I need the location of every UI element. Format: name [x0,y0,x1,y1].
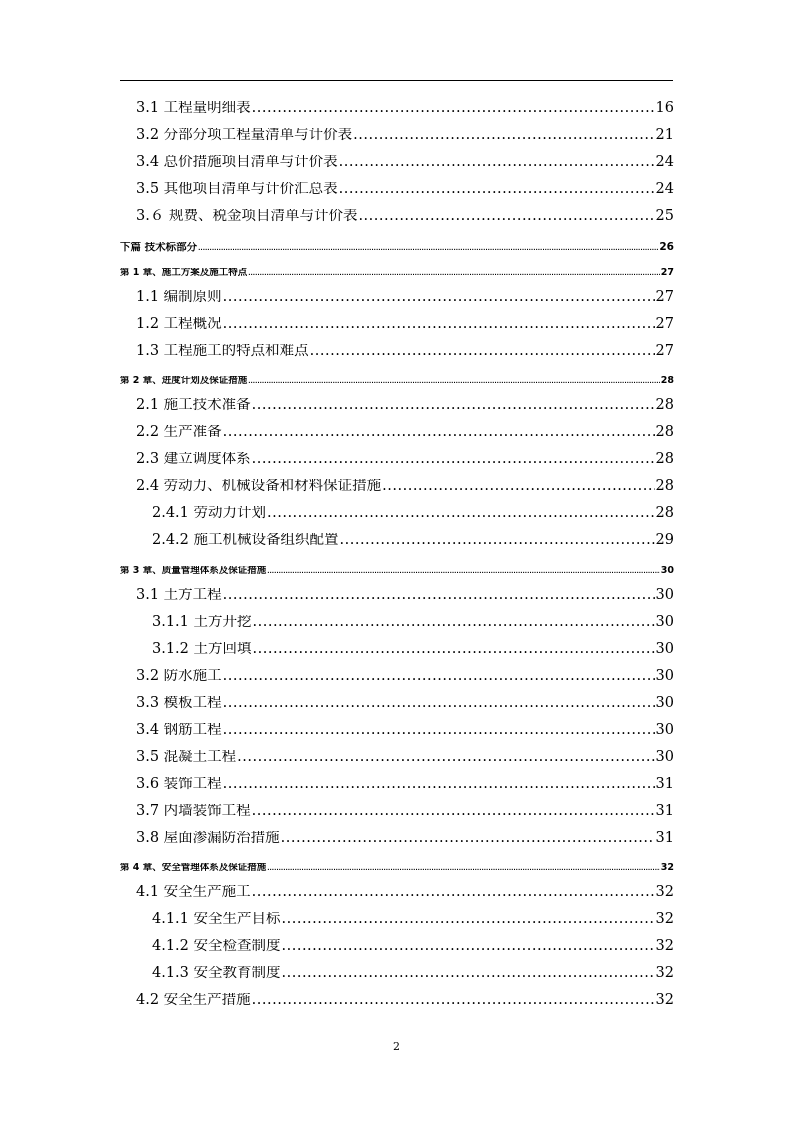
toc-entry-label: 2.4.1 劳动力计划 [152,506,267,521]
toc-entry[interactable] [152,966,674,981]
toc-dot-leader [282,966,655,981]
toc-entry-label: 第 2 章、进度计划及保证措施 [120,376,248,386]
toc-entry[interactable] [136,155,674,170]
toc-page-number: 32 [655,939,674,954]
toc-entry-label: 4.1.1 安全生产目标 [152,912,281,927]
toc-dot-leader [223,723,655,738]
toc-entry-label: 3.2 防水施工 [136,669,222,684]
toc-entry-label: 2.3 建立调度体系 [136,452,251,467]
toc-page-number: 30 [655,642,674,657]
toc-entry[interactable] [120,376,674,386]
toc-dot-leader [248,376,660,386]
toc-dot-leader [340,533,655,548]
toc-page-number: 28 [660,376,674,386]
toc-dot-leader [282,939,655,954]
toc-dot-leader [310,344,655,359]
toc-dot-leader [353,128,654,143]
toc-entry[interactable] [136,209,674,224]
toc-page-number: 24 [655,182,674,197]
toc-page-number: 28 [655,425,674,440]
toc-dot-leader [382,479,654,494]
toc-dot-leader [223,290,655,305]
toc-entry[interactable] [152,506,674,521]
toc-entry[interactable] [136,317,674,332]
toc-page-number: 21 [655,128,674,143]
toc-entry-label: 3.６ 规费、税金项目清单与计价表 [136,209,358,224]
toc-entry[interactable] [136,696,674,711]
toc-entry[interactable] [136,993,674,1008]
toc-entry-label: 3.1 土方工程 [136,588,222,603]
toc-entry[interactable] [136,804,674,819]
toc-entry[interactable] [136,777,674,792]
toc-entry[interactable] [152,939,674,954]
toc-entry[interactable] [136,723,674,738]
toc-entry-label: 1.2 工程概况 [136,317,222,332]
toc-entry-label: 3.1 工程量明细表 [136,101,251,116]
toc-entry-label: 3.1.2 土方回填 [152,642,252,657]
toc-entry[interactable] [120,566,674,576]
toc-dot-leader [252,101,655,116]
toc-entry-label: 3.5 其他项目清单与计价汇总表 [136,182,338,197]
toc-entry[interactable] [136,398,674,413]
toc-page-number: 27 [655,290,674,305]
toc-entry[interactable] [120,863,674,873]
toc-page-number: 30 [655,723,674,738]
toc-entry[interactable] [136,344,674,359]
toc-entry-label: 3.3 模板工程 [136,696,222,711]
toc-page-number: 31 [655,804,674,819]
toc-page-number: 28 [655,479,674,494]
toc-entry[interactable] [152,912,674,927]
toc-dot-leader [252,804,655,819]
toc-dot-leader [252,452,655,467]
toc-entry[interactable] [136,182,674,197]
toc-entry-label: 2.1 施工技术准备 [136,398,251,413]
toc-entry-label: 3.6 装饰工程 [136,777,222,792]
toc-entry-label: 4.1 安全生产施工 [136,885,251,900]
toc-dot-leader [223,777,655,792]
toc-dot-leader [223,669,655,684]
toc-entry[interactable] [120,268,674,278]
toc-entry-label: 4.2 安全生产措施 [136,993,251,1008]
toc-entry[interactable] [136,128,674,143]
toc-page-number: 27 [655,317,674,332]
toc-entry-label: 第 1 章、施工方案及施工特点 [120,268,248,278]
toc-page-number: 29 [655,533,674,548]
toc-page-number: 32 [655,912,674,927]
toc-page-number: 32 [655,966,674,981]
toc-entry[interactable] [136,290,674,305]
toc-entry-label: 3.7 内墙装饰工程 [136,804,251,819]
toc-dot-leader [223,317,655,332]
toc-entry[interactable] [152,533,674,548]
toc-entry[interactable] [136,885,674,900]
toc-entry-label: 3.8 屋面渗漏防治措施 [136,831,280,846]
toc-entry[interactable] [136,479,674,494]
toc-dot-leader [267,506,655,521]
toc-entry[interactable] [152,615,674,630]
toc-entry-label: 3.5 混凝土工程 [136,750,237,765]
toc-entry-label: 第 3 章、质量管理体系及保证措施 [120,566,267,576]
toc-page-number: 30 [655,750,674,765]
toc-dot-leader [267,863,660,873]
toc-entry-label: 2.4 劳动力、机械设备和材料保证措施 [136,479,382,494]
toc-page-number: 31 [655,777,674,792]
toc-page-number: 30 [655,615,674,630]
toc-entry[interactable] [136,750,674,765]
toc-dot-leader [237,750,654,765]
toc-entry[interactable] [136,425,674,440]
toc-dot-leader [252,885,655,900]
toc-entry-label: 4.1.3 安全教育制度 [152,966,281,981]
toc-page-number: 30 [655,588,674,603]
toc-page-number: 30 [655,669,674,684]
toc-page-number: 24 [655,155,674,170]
toc-dot-leader [339,182,655,197]
toc-entry-label: 4.1.2 安全检查制度 [152,939,281,954]
toc-dot-leader [223,696,655,711]
toc-page-number: 27 [655,344,674,359]
toc-dot-leader [223,425,655,440]
page-number: 2 [393,1040,400,1053]
toc-dot-leader [267,566,660,576]
toc-page-number: 28 [655,398,674,413]
toc-dot-leader [281,831,655,846]
toc-dot-leader [339,155,655,170]
toc-entry[interactable] [136,831,674,846]
toc-entry[interactable] [136,101,674,116]
toc-page-number: 31 [655,831,674,846]
toc-dot-leader [223,588,655,603]
toc-page-number: 16 [655,101,674,116]
toc-dot-leader [252,993,655,1008]
toc-entry[interactable] [120,242,674,253]
toc-dot-leader [282,912,655,927]
toc-entry-label: 3.4 总价措施项目清单与计价表 [136,155,338,170]
toc-entry[interactable] [152,642,674,657]
toc-entry-label: 3.2 分部分项工程量清单与计价表 [136,128,353,143]
toc-dot-leader [253,642,655,657]
toc-dot-leader [252,398,655,413]
toc-dot-leader [248,268,660,278]
toc-dot-leader [198,242,658,253]
toc-entry-label: 1.1 编制原则 [136,290,222,305]
toc-entry-label: 2.4.2 施工机械设备组织配置 [152,533,339,548]
toc-entry-label: 3.4 钢筋工程 [136,723,222,738]
toc-entry[interactable] [136,669,674,684]
toc-page-number: 28 [655,452,674,467]
toc-page-number: 32 [655,885,674,900]
toc-dot-leader [253,615,655,630]
toc-entry[interactable] [136,588,674,603]
toc-page-number: 32 [655,993,674,1008]
toc-page-number: 26 [659,242,674,253]
toc-entry[interactable] [136,452,674,467]
toc-page-number: 28 [655,506,674,521]
toc-page-number: 25 [655,209,674,224]
toc-page-number: 32 [660,863,674,873]
toc-page-number: 27 [660,268,674,278]
toc-entry-label: 1.3 工程施工的特点和难点 [136,344,309,359]
toc-entry-label: 3.1.1 土方开挖 [152,615,252,630]
toc-page-number: 30 [660,566,674,576]
toc-entry-label: 2.2 生产准备 [136,425,222,440]
toc-entry-label: 下篇 技术标部分 [120,242,198,253]
toc-page-number: 30 [655,696,674,711]
toc-dot-leader [358,209,654,224]
toc-entry-label: 第 4 章、安全管理体系及保证措施 [120,863,267,873]
